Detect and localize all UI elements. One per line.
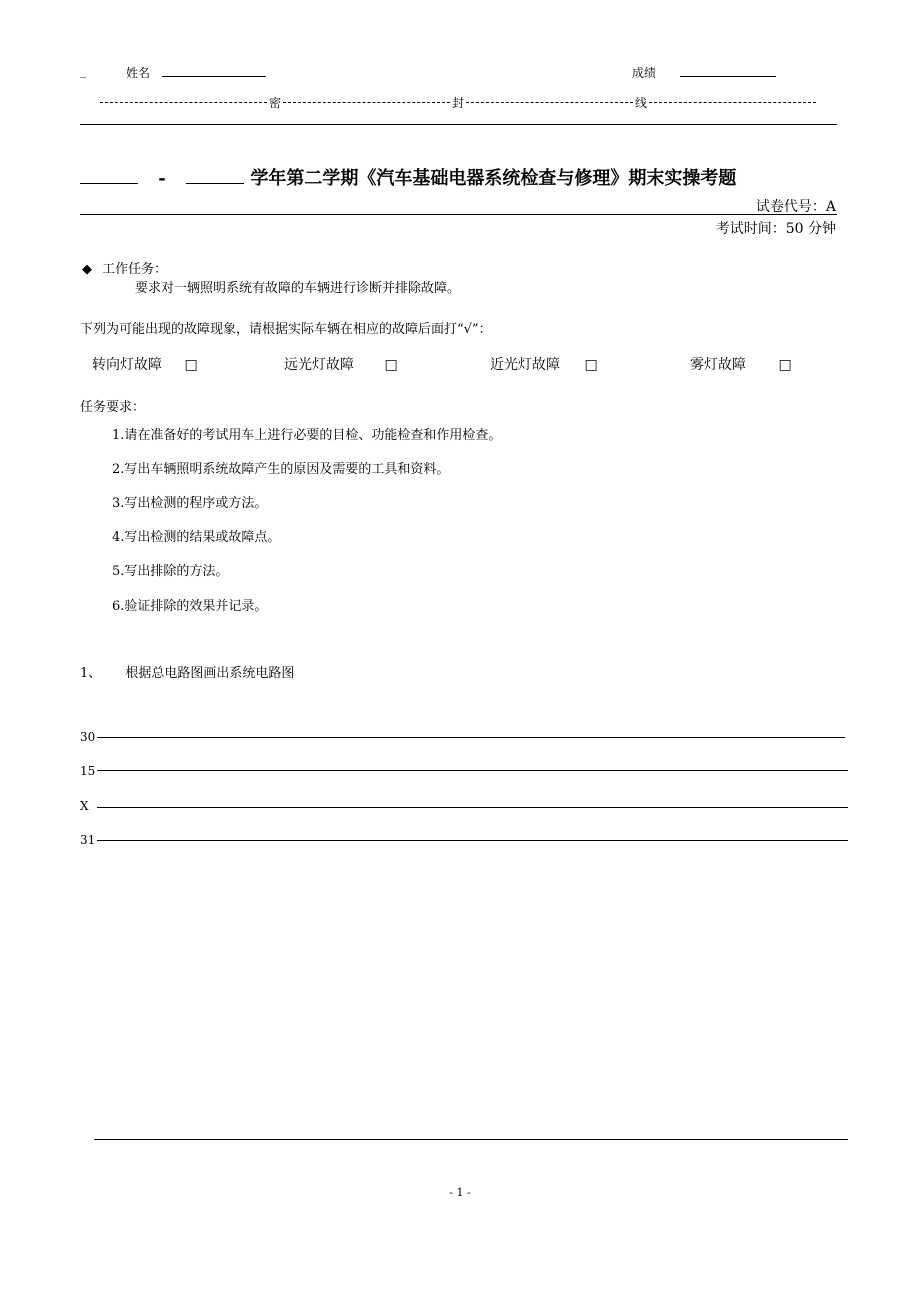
name-label: 姓名 — [126, 66, 151, 80]
wire-label-15: 15 — [80, 764, 96, 778]
wire-line-15 — [97, 770, 848, 771]
fault-label: 近光灯故障 — [490, 357, 560, 373]
fault-option-high-beam[interactable] — [284, 354, 398, 374]
task-heading-label: 工作任务： — [102, 262, 168, 277]
year-separator: - — [158, 168, 166, 189]
seal-mark-2: 封 — [451, 96, 464, 110]
fault-label: 远光灯故障 — [284, 357, 354, 373]
title-text: 学年第二学期《汽车基础电器系统检查与修理》期末实操考题 — [250, 168, 737, 189]
wire-line-x — [97, 807, 848, 808]
diamond-bullet-icon: ◆ — [82, 262, 92, 277]
score-label: 成绩 — [632, 66, 657, 80]
exam-code: 试卷代号：A — [755, 199, 836, 215]
fault-label: 转向灯故障 — [92, 357, 162, 373]
footer-divider — [94, 1139, 848, 1140]
requirement-item: 6.验证排除的效果并记录。 — [112, 599, 268, 614]
requirements-heading: 任务要求： — [80, 400, 146, 415]
wire-line-30 — [97, 737, 845, 738]
seal-mark-3: 线 — [634, 96, 647, 110]
requirement-item: 3.写出检测的程序或方法。 — [112, 496, 268, 511]
checkbox-icon[interactable]: □ — [584, 357, 598, 373]
fault-option-low-beam[interactable] — [490, 354, 598, 374]
year-end-blank[interactable] — [186, 169, 244, 184]
question-text: 根据总电路图画出系统电路图 — [125, 666, 295, 681]
requirement-item: 2.写出车辆照明系统故障产生的原因及需要的工具和资料。 — [112, 462, 450, 477]
header-divider — [80, 124, 837, 125]
fault-label: 雾灯故障 — [690, 357, 746, 373]
header-dash-mark: _ — [80, 64, 86, 78]
score-field[interactable] — [632, 64, 776, 81]
checkbox-icon[interactable]: □ — [184, 357, 198, 373]
fault-option-fog-light[interactable] — [690, 354, 792, 374]
wire-label-31: 31 — [80, 833, 96, 847]
task-description: 要求对一辆照明系统有故障的车辆进行诊断并排除故障。 — [135, 281, 461, 296]
checkbox-icon[interactable]: □ — [778, 357, 792, 373]
requirement-item: 1.请在准备好的考试用车上进行必要的目检、功能检查和作用检查。 — [112, 428, 502, 443]
requirement-item: 4.写出检测的结果或故障点。 — [112, 530, 281, 545]
title-divider — [80, 214, 837, 215]
page-number: - 1 - — [449, 1186, 471, 1199]
exam-title — [80, 164, 736, 190]
name-blank[interactable] — [162, 76, 266, 77]
task-heading — [82, 258, 167, 277]
wire-label-x: X — [80, 799, 89, 813]
wire-line-31 — [97, 840, 848, 841]
checkbox-icon[interactable]: □ — [384, 357, 398, 373]
year-start-blank[interactable] — [80, 169, 138, 184]
score-blank[interactable] — [680, 76, 776, 77]
seal-line — [100, 94, 816, 111]
exam-time: 考试时间：50 分钟 — [715, 221, 836, 237]
seal-mark-1: 密 — [268, 96, 281, 110]
fault-option-turn-signal[interactable] — [92, 354, 198, 374]
name-field[interactable] — [126, 64, 266, 81]
wire-label-30: 30 — [80, 730, 96, 744]
question-number: 1、 — [80, 666, 102, 681]
requirement-item: 5.写出排除的方法。 — [112, 564, 229, 579]
question-1 — [80, 662, 294, 681]
fault-intro: 下列为可能出现的故障现象，请根据实际车辆在相应的故障后面打“√”： — [80, 322, 492, 337]
